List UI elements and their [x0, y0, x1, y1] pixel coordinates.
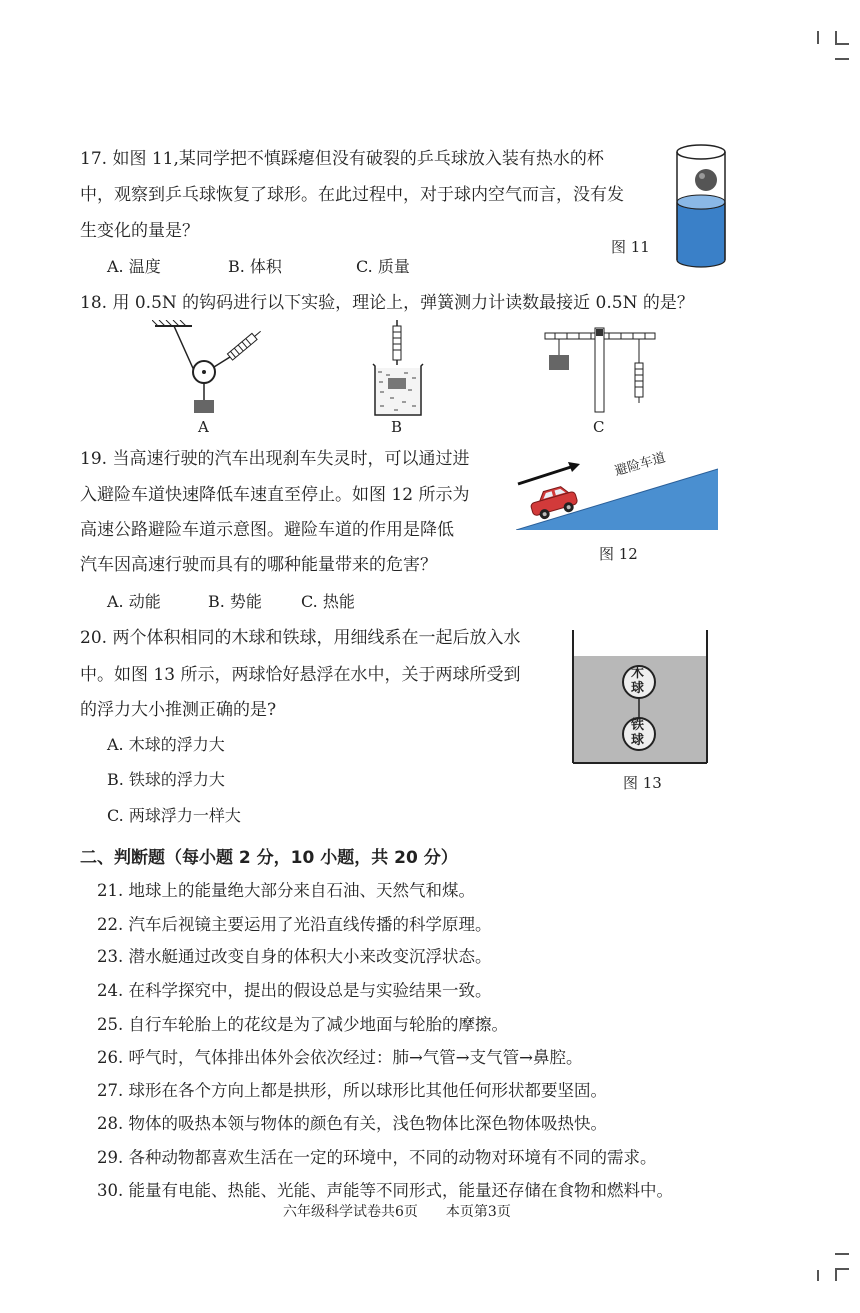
escape-ramp: [516, 444, 718, 530]
corner-mark-bottom: [817, 1270, 819, 1281]
figure-a-label: A: [198, 418, 209, 436]
corner-mark-bottom: [835, 1268, 849, 1270]
question-17-option-a: A. 温度: [107, 257, 161, 276]
question-19-option-a: A. 动能: [107, 592, 161, 611]
judgement-item: 24. 在科学探究中，提出的假设总是与实验结果一致。: [97, 981, 492, 1000]
question-20-option-a: A. 木球的浮力大: [107, 735, 225, 754]
question-20-line: 的浮力大小推测正确的是?: [80, 700, 277, 720]
corner-mark-top: [817, 31, 819, 44]
question-17-line: 中，观察到乒乓球恢复了球形。在此过程中，对于球内空气而言，没有发: [80, 185, 624, 205]
figure-11-caption: 图 11: [611, 238, 650, 256]
section-2-title: 二、判断题（每小题 2 分，10 小题，共 20 分）: [80, 848, 458, 868]
question-19-line: 19. 当高速行驶的汽车出现刹车失灵时，可以通过进: [80, 449, 470, 469]
question-20-option-c: C. 两球浮力一样大: [107, 806, 241, 825]
question-19-line: 入避险车道快速降低车速直至停止。如图 12 所示为: [80, 485, 470, 505]
figure-b-label: B: [391, 418, 403, 436]
question-17-line: 17. 如图 11,某同学把不慎踩瘪但没有破裂的乒乓球放入装有热水的杯: [80, 149, 604, 169]
figure-c-lever: [543, 325, 658, 415]
figure-11-cup: [672, 140, 730, 275]
page-footer: 六年级科学试卷共6页 本页第3页: [283, 1204, 511, 1220]
question-20-line: 中。如图 13 所示，两球恰好悬浮在水中，关于两球所受到: [80, 665, 521, 685]
judgement-item: 25. 自行车轮胎上的花纹是为了减少地面与轮胎的摩擦。: [97, 1015, 508, 1034]
judgement-item: 30. 能量有电能、热能、光能、声能等不同形式，能量还存储在食物和燃料中。: [97, 1181, 673, 1200]
judgement-item: 23. 潜水艇通过改变自身的体积大小来改变沉浮状态。: [97, 947, 492, 966]
wood-ball-label: 木 球: [631, 666, 645, 696]
corner-mark-bottom: [835, 1253, 849, 1255]
figure-13-caption: 图 13: [623, 774, 662, 792]
question-17-line: 生变化的量是？: [80, 221, 199, 241]
iron-ball-label: 铁 球: [631, 718, 645, 748]
question-17-option-c: C. 质量: [356, 257, 410, 276]
figure-13: [572, 630, 708, 764]
corner-mark-bottom: [835, 1268, 837, 1281]
corner-mark-top: [835, 58, 849, 60]
figure-12-caption: 图 12: [599, 545, 638, 563]
judgement-item: 26. 呼气时，气体排出体外会依次经过：肺→气管→支气管→鼻腔。: [97, 1048, 583, 1067]
judgement-item: 28. 物体的吸热本领与物体的颜色有关，浅色物体比深色物体吸热快。: [97, 1114, 607, 1133]
ping-pong-ball: [695, 169, 717, 191]
question-17-option-b: B. 体积: [228, 257, 282, 276]
question-19-option-c: C. 热能: [301, 592, 355, 611]
question-19-line: 高速公路避险车道示意图。避险车道的作用是降低: [80, 520, 454, 540]
judgement-item: 21. 地球上的能量绝大部分来自石油、天然气和煤。: [97, 881, 475, 900]
judgement-item: 27. 球形在各个方向上都是拱形，所以球形比其他任何形状都要坚固。: [97, 1081, 607, 1100]
judgement-item: 22. 汽车后视镜主要运用了光沿直线传播的科学原理。: [97, 915, 492, 934]
question-19-option-b: B. 势能: [208, 592, 262, 611]
arrow-icon: [518, 462, 580, 484]
figure-c-label: C: [593, 418, 605, 436]
judgement-item: 29. 各种动物都喜欢生活在一定的环境中，不同的动物对环境有不同的需求。: [97, 1148, 657, 1167]
question-20-line: 20. 两个体积相同的木球和铁球，用细线系在一起后放入水: [80, 628, 521, 648]
figure-a-pulley: [152, 320, 262, 420]
figure-b-beaker: [368, 320, 428, 420]
figure-12: [516, 444, 718, 530]
escape-ramp-label: 避险车道: [613, 450, 668, 480]
corner-mark-top: [835, 43, 849, 45]
question-20-option-b: B. 铁球的浮力大: [107, 770, 225, 789]
question-18-line: 18. 用 0.5N 的钩码进行以下实验，理论上，弹簧测力计读数最接近 0.5N 的是？: [80, 293, 694, 313]
question-19-line: 汽车因高速行驶而具有的哪种能量带来的危害？: [80, 555, 437, 575]
